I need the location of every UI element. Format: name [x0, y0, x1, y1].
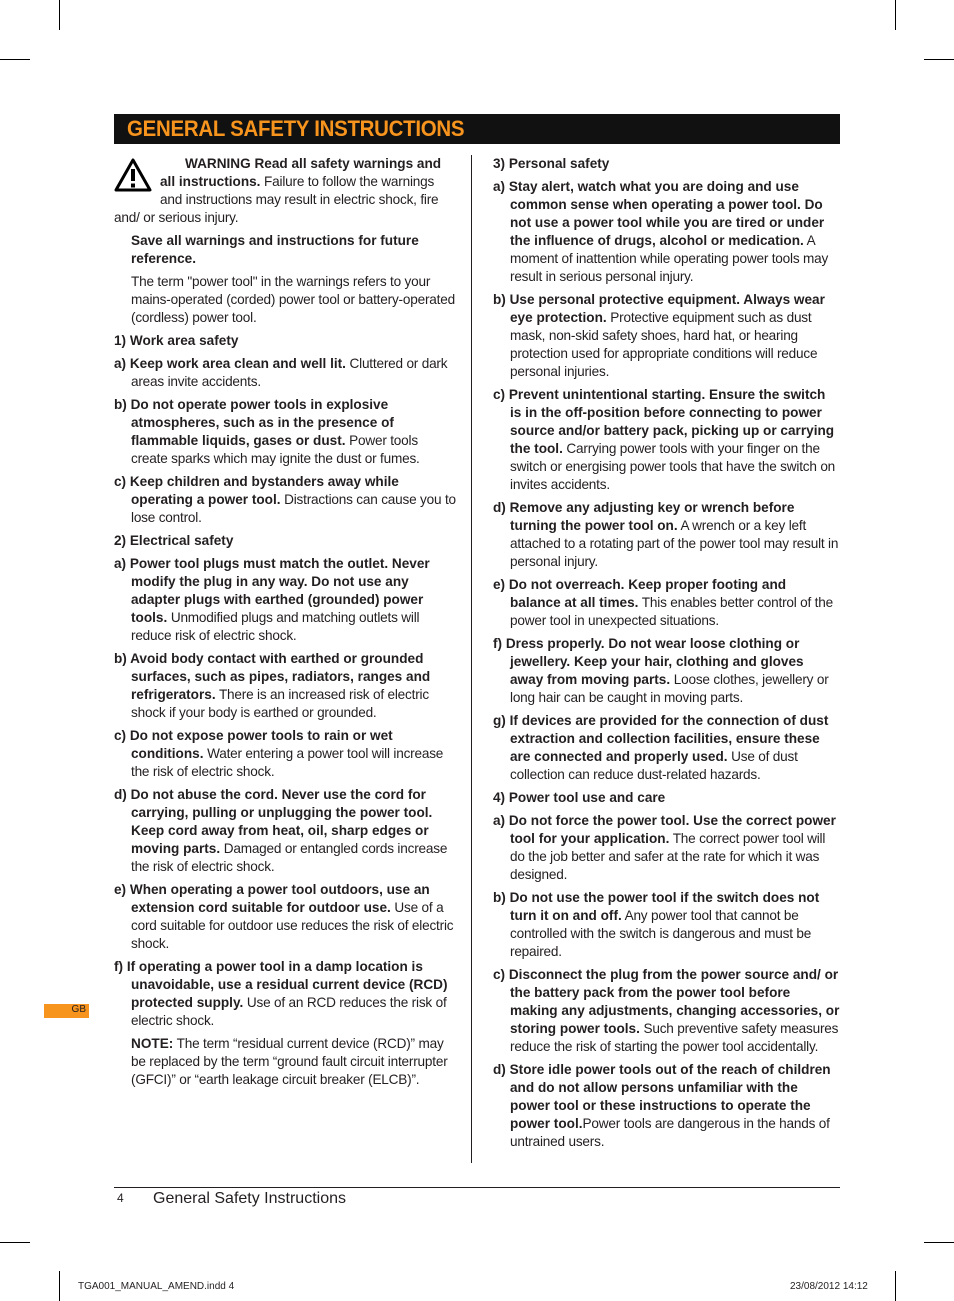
item-bold: e) Do not overreach. Keep proper footing and balance at all times.: [493, 577, 787, 610]
section-heading: [493, 155, 840, 173]
item-text: Damaged or entangled cords increase the risk of electric shock.: [131, 841, 448, 874]
list-item: [114, 881, 457, 953]
section-heading: [493, 789, 840, 807]
item-text: There is an increased risk of electric shock if your body is earthed or grounded.: [131, 687, 429, 720]
item-bold: a) Power tool plugs must match the outlet. Never modify the plug in any way. Do not use any adapter plugs with earthed (grounded) power tools.: [114, 556, 430, 625]
list-item: [114, 396, 457, 468]
column-divider: [471, 155, 472, 1163]
item-bold: c) Disconnect the plug from the power source and/ or the battery pack from the power tool before making any adjustments, changing accessories, or storing power tools.: [493, 967, 840, 1036]
note-bold: NOTE:: [131, 1036, 174, 1051]
list-item: [493, 635, 840, 707]
item-bold: c) Prevent unintentional starting. Ensure the switch is in the off-position before connecting to power source and/or battery pack, picking up or carrying the tool.: [493, 387, 835, 456]
right-column: [493, 155, 840, 1156]
item-text: Such preventive safety measures reduce the risk of starting the power tool accidentally.: [510, 1021, 839, 1054]
item-text: Use of dust collection can reduce dust-related hazards.: [510, 749, 798, 782]
footer-title: General Safety Instructions: [153, 1190, 346, 1207]
slug-filename: TGA001_MANUAL_AMEND.indd 4: [78, 1281, 235, 1292]
item-bold: f) Dress properly. Do not wear loose clothing or jewellery. Keep your hair, clothing and gloves away from moving parts.: [493, 636, 804, 687]
list-item: [493, 966, 840, 1056]
list-item: [493, 386, 840, 494]
list-item: [493, 499, 840, 571]
item-bold: b) Avoid body contact with earthed or grounded surfaces, such as pipes, radiators, ranges and refrigerators.: [114, 651, 431, 702]
crop-mark: [924, 59, 954, 60]
item-bold: c) Do not expose power tools to rain or wet conditions.: [114, 728, 393, 761]
item-text: Any power tool that cannot be controlled with the switch is dangerous and must be repaired.: [510, 908, 812, 959]
item-text: Cluttered or dark areas invite accidents.: [131, 356, 448, 389]
list-item: [493, 291, 840, 381]
crop-mark: [924, 1242, 954, 1243]
list-item: [493, 178, 840, 286]
item-bold: b) Do not use the power tool if the switch does not turn it on and off.: [493, 890, 820, 923]
list-item: [114, 555, 457, 645]
item-text: Loose clothes, jewellery or long hair can be caught in moving parts.: [510, 672, 829, 705]
list-item: [493, 812, 840, 884]
footer-rule: [114, 1187, 840, 1188]
item-text: Power tools create sparks which may ignite the dust or fumes.: [131, 433, 420, 466]
item-bold: d) Remove any adjusting key or wrench before turning the power tool on.: [493, 500, 795, 533]
list-item: [114, 958, 457, 1030]
item-bold: c) Keep children and bystanders away while operating a power tool.: [114, 474, 399, 507]
item-text: A moment of inattention while operating power tools may result in serious personal injury.: [510, 233, 829, 284]
section-1-heading: 1) Work area safety: [114, 333, 239, 348]
section-3-heading: 3) Personal safety: [493, 156, 610, 171]
slug-date: 23/08/2012 14:12: [790, 1281, 868, 1292]
item-text: A wrench or a key left attached to a rotating part of the power tool may result in personal injury.: [510, 518, 839, 569]
page-number: 4: [117, 1191, 124, 1205]
crop-mark: [0, 1242, 30, 1243]
item-bold: f) If operating a power tool in a damp location is unavoidable, use a residual current device (RCD) protected supply.: [114, 959, 448, 1010]
warning-bold: WARNING Read all safety warnings and all instructions.: [160, 156, 442, 189]
crop-mark: [895, 1271, 896, 1301]
item-text: Distractions can cause you to lose control.: [131, 492, 456, 525]
item-bold: b) Use personal protective equipment. Always wear eye protection.: [493, 292, 825, 325]
item-bold: a) Do not force the power tool. Use the correct power tool for your application.: [493, 813, 836, 846]
page-title: GENERAL SAFETY INSTRUCTIONS: [127, 116, 465, 141]
language-tab: [44, 1004, 89, 1018]
item-text: Unmodified plugs and matching outlets will reduce risk of electric shock.: [131, 610, 420, 643]
list-item: [114, 786, 457, 876]
language-code: GB: [71, 1004, 86, 1015]
warning-triangle-icon: [114, 158, 152, 192]
item-text: The correct power tool will do the job better and safer at the rate for which it was designed.: [510, 831, 826, 882]
section-heading: [114, 332, 457, 350]
item-text: Protective equipment such as dust mask, non-skid safety shoes, hard hat, or hearing protection used for appropriate conditions will reduce personal injuries.: [510, 310, 818, 379]
item-text: Use of a cord suitable for outdoor use reduces the risk of electric shock.: [131, 900, 454, 951]
crop-mark: [895, 0, 896, 30]
item-bold: a) Keep work area clean and well lit.: [114, 356, 346, 371]
list-item: [493, 889, 840, 961]
item-bold: e) When operating a power tool outdoors, use an extension cord suitable for outdoor use.: [114, 882, 430, 915]
item-bold: a) Stay alert, watch what you are doing and use common sense when operating a power tool. Do not use a power tool while you are tired or under the influence of drugs, alcohol or medication.: [493, 179, 825, 248]
left-column: [114, 155, 457, 1094]
list-item: [493, 712, 840, 784]
list-item: [493, 576, 840, 630]
section-heading: [114, 532, 457, 550]
item-bold: g) If devices are provided for the connection of dust extraction and collection facilities, ensure these are connected and properly used.: [493, 713, 829, 764]
item-bold: d) Store idle power tools out of the reach of children and do not allow persons unfamiliar with the power tool or these instructions to operate the power tool.: [493, 1062, 831, 1131]
crop-mark: [59, 0, 60, 30]
save-instructions: [114, 232, 457, 268]
warning-text: Failure to follow the warnings and instructions may result in electric shock, fire and/ or serious injury.: [114, 174, 439, 225]
item-text: Water entering a power tool will increase the risk of electric shock.: [131, 746, 444, 779]
crop-mark: [59, 1271, 60, 1301]
title-bar: [114, 114, 840, 144]
list-item: [114, 355, 457, 391]
item-text: Carrying power tools with your finger on the switch or energising power tools that have the switch on invites accidents.: [510, 441, 836, 492]
note-text: The term “residual current device (RCD)” may be replaced by the term “ground fault circuit interrupter (GFCI)” or “earth leakage circuit breaker (ELCB)”.: [131, 1036, 448, 1087]
item-text: Power tools are dangerous in the hands of untrained users.: [510, 1116, 830, 1149]
term-paragraph: The term "power tool" in the warnings refers to your mains-operated (corded) power tool or battery-operated (cordless) power tool.: [131, 274, 455, 325]
item-bold: d) Do not abuse the cord. Never use the cord for carrying, pulling or unplugging the power tool. Keep cord away from heat, oil, sharp edges or moving parts.: [114, 787, 433, 856]
section-4-heading: 4) Power tool use and care: [493, 790, 666, 805]
save-bold: Save all warnings and instructions for future reference.: [131, 233, 419, 266]
list-item: [114, 473, 457, 527]
list-item: [114, 727, 457, 781]
warning-paragraph: [114, 155, 457, 227]
item-bold: b) Do not operate power tools in explosive atmospheres, such as in the presence of flammable liquids, gases or dust.: [114, 397, 394, 448]
note-paragraph: [114, 1035, 457, 1089]
section-2-heading: 2) Electrical safety: [114, 533, 234, 548]
item-text: Use of an RCD reduces the risk of electric shock.: [131, 995, 447, 1028]
warning-block: [114, 155, 457, 227]
item-text: This enables better control of the power tool in unexpected situations.: [510, 595, 833, 628]
list-item: [493, 1061, 840, 1151]
crop-mark: [0, 59, 30, 60]
list-item: [114, 650, 457, 722]
